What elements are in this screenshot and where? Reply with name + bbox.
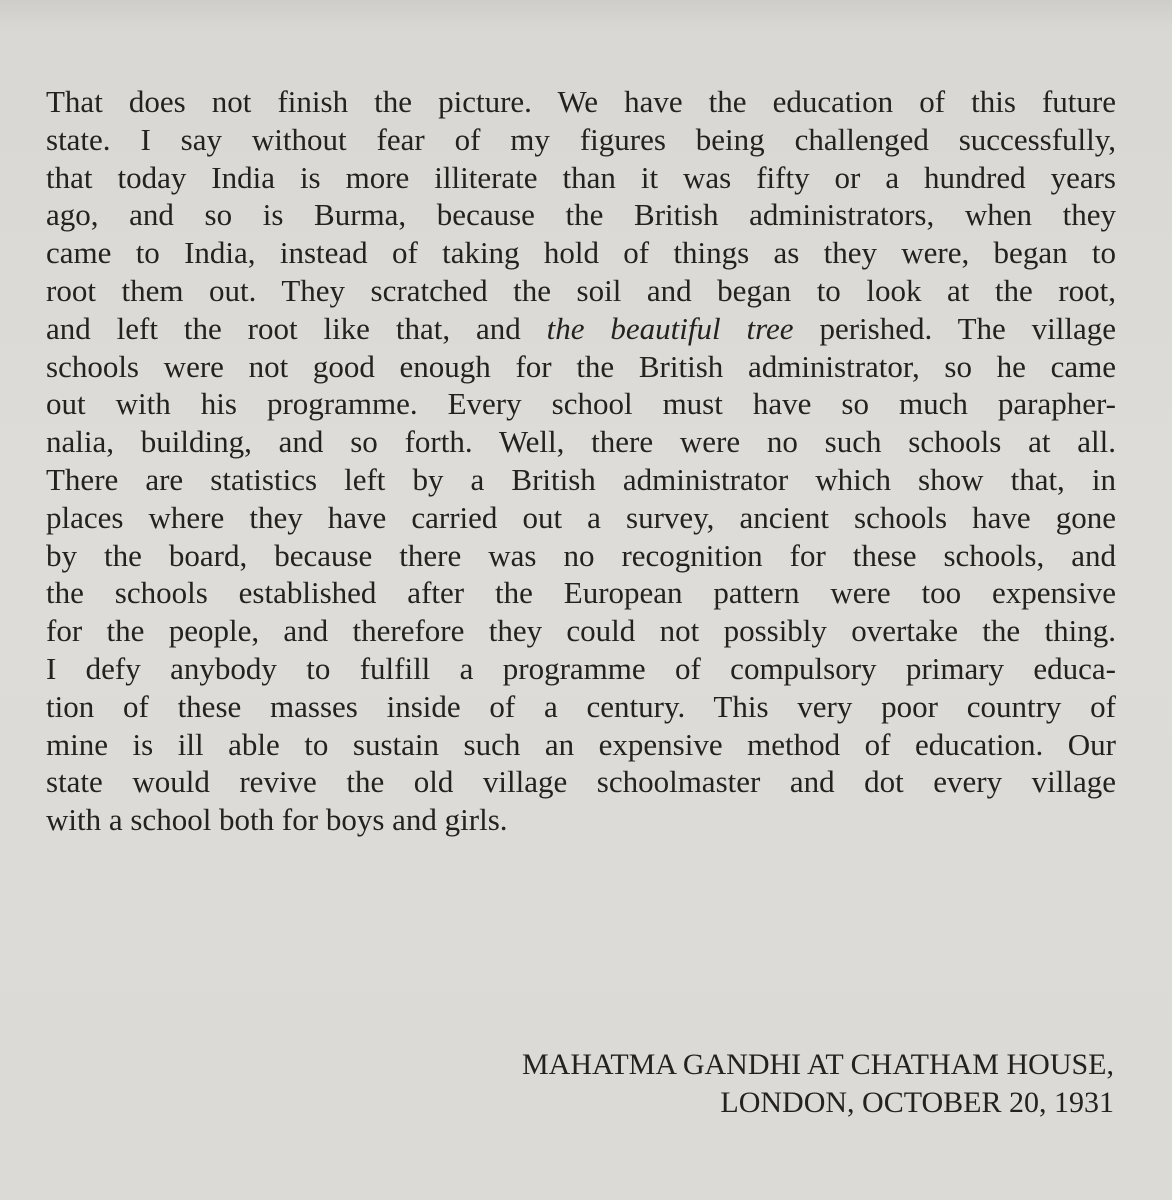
passage-line-with-italic <box>46 310 1116 348</box>
passage-line: nalia, building, and so forth. Well, there were no such schools at all. <box>46 424 1116 460</box>
passage-line: state. I say without fear of my figures being challenged successfully, <box>46 121 1116 157</box>
passage-line: came to India, instead of taking hold of things as they were, began to <box>46 235 1116 271</box>
attribution <box>522 1046 1114 1122</box>
passage-line: tion of these masses inside of a century. This very poor country of <box>46 688 1116 724</box>
passage-line: root them out. They scratched the soil and began to look at the root, <box>46 272 1116 308</box>
passage-line: That does not finish the picture. We have the education of this future <box>46 84 1116 119</box>
previous-page-edge <box>0 0 1172 28</box>
passage-line: schools were not good enough for the British administrator, so he came <box>46 348 1116 384</box>
passage-line: mine is ill able to sustain such an expensive method of education. Our <box>46 726 1116 762</box>
passage-line: by the board, because there was no recognition for these schools, and <box>46 537 1116 573</box>
passage-line: ago, and so is Burma, because the British administrators, when they <box>46 197 1116 233</box>
passage-line: the schools established after the European pattern were too expensive <box>46 575 1116 611</box>
passage-line: places where they have carried out a survey, ancient schools have gone <box>46 499 1116 535</box>
passage-line: state would revive the old village schoolmaster and dot every village <box>46 764 1116 800</box>
attribution-place-date: LONDON, OCTOBER 20, 1931 <box>720 1086 1114 1119</box>
passage-text: and left the root like that, and <box>46 310 521 346</box>
passage-line: that today India is more illiterate than it was fifty or a hundred years <box>46 159 1116 195</box>
passage-line: for the people, and therefore they could not possibly overtake the thing. <box>46 613 1116 649</box>
quote-passage <box>46 83 1116 839</box>
passage-line-last: with a school both for boys and girls. <box>46 802 508 838</box>
passage-line: There are statistics left by a British administrator which show that, in <box>46 461 1116 497</box>
passage-line: I defy anybody to fulfill a programme of compulsory primary educa- <box>46 650 1116 686</box>
passage-line: out with his programme. Every school must have so much parapher- <box>46 386 1116 422</box>
passage-text: perished. The village <box>819 310 1117 346</box>
italic-phrase: the beautiful tree <box>546 310 794 346</box>
attribution-speaker: MAHATMA GANDHI AT CHATHAM HOUSE, <box>522 1048 1114 1081</box>
